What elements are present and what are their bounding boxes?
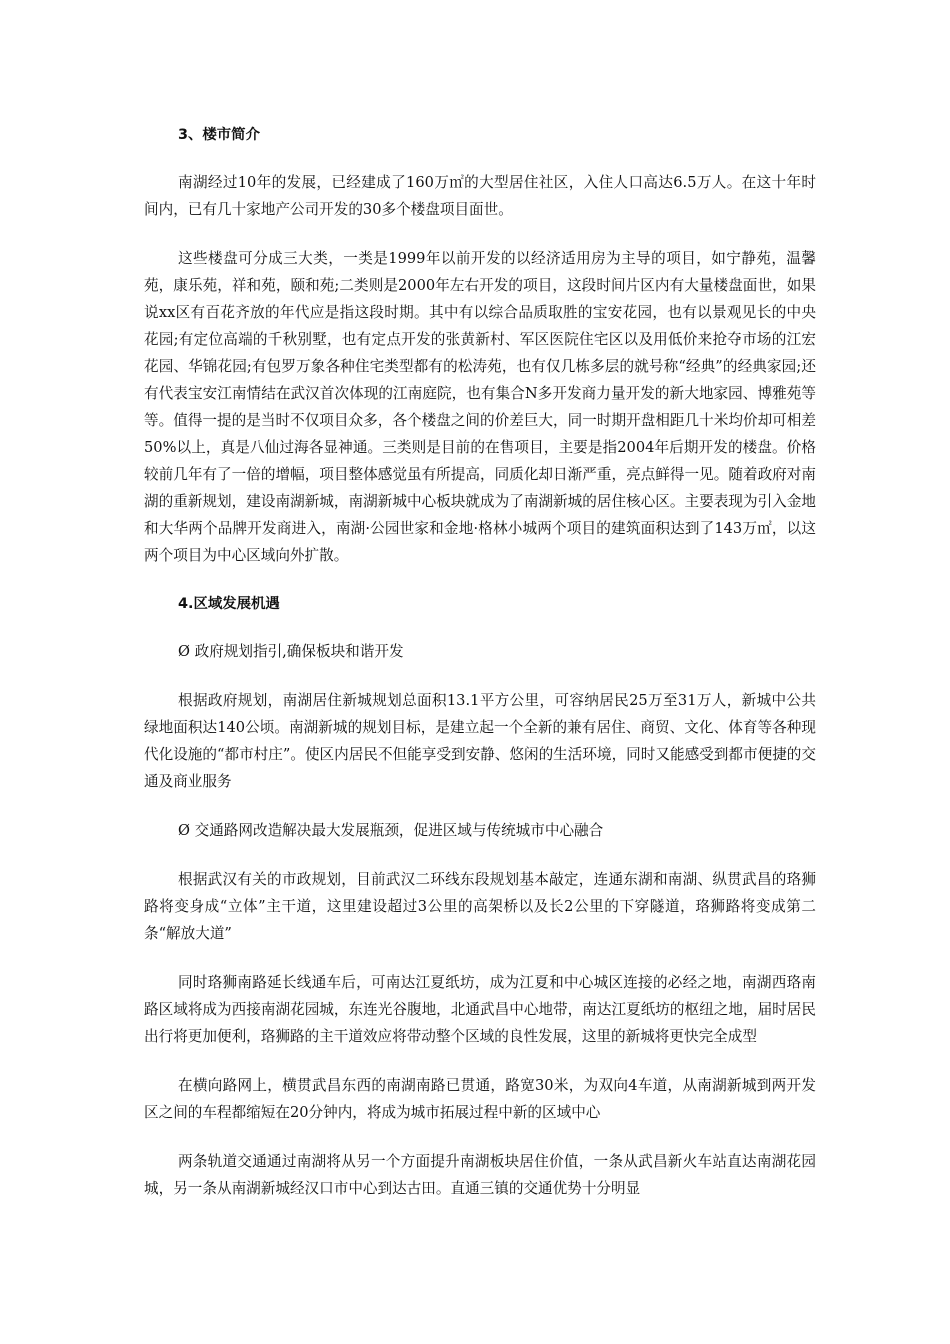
- section-4-heading: 4.区域发展机遇: [178, 596, 280, 612]
- section-4-paragraph-5: 两条轨道交通通过南湖将从另一个方面提升南湖板块居住价值，一条从武昌新火车站直达南湖花园城，另一条从南湖新城经汉口市中心到达古田。直通三镇的交通优势十分明显: [144, 1153, 816, 1197]
- section-4-paragraph-4: 在横向路网上，横贯武昌东西的南湖南路已贯通，路宽30米，为双向4车道，从南湖新城到两开发区之间的车程都缩短在20分钟内，将成为城市拓展过程中新的区域中心: [144, 1077, 816, 1121]
- section-4-paragraph-1: 根据政府规划，南湖居住新城规划总面积13.1平方公里，可容纳居民25万至31万人，新城中公共绿地面积达140公顷。南湖新城的规划目标，是建立起一个全新的兼有居住、商贸、文化、体育等各种现代化设施的“都市村庄”。使区内居民不但能享受到安静、悠闲的生活环境，同时又能感受到都市便捷的交通及商业服务: [144, 692, 816, 790]
- section-4-bullet-1: Ø 政府规划指引,确保板块和谐开发: [178, 643, 404, 660]
- section-3-paragraph-1: 南湖经过10年的发展，已经建成了160万㎡的大型居住社区，入住人口高达6.5万人。在这十年时间内，已有几十家地产公司开发的30多个楼盘项目面世。: [144, 174, 816, 218]
- document-page: [144, 110, 816, 1224]
- section-4-paragraph-3: 同时珞狮南路延长线通车后，可南达江夏纸坊，成为江夏和中心城区连接的必经之地，南湖西珞南路区域将成为西接南湖花园城，东连光谷腹地，北通武昌中心地带，南达江夏纸坊的枢纽之地，届时居民出行将更加便利，珞狮路的主干道效应将带动整个区域的良性发展，这里的新城将更快完全成型: [144, 974, 816, 1045]
- section-3-heading: 3、楼市简介: [178, 127, 260, 143]
- section-4-bullet-2: Ø 交通路网改造解决最大发展瓶颈，促进区域与传统城市中心融合: [178, 822, 604, 839]
- section-4-paragraph-2: 根据武汉有关的市政规划，目前武汉二环线东段规划基本敲定，连通东湖和南湖、纵贯武昌的珞狮路将变身成“立体”主干道，这里建设超过3公里的高架桥以及长2公里的下穿隧道，珞狮路将变成第二条“解放大道”: [144, 871, 816, 942]
- section-3-paragraph-2: 这些楼盘可分成三大类，一类是1999年以前开发的以经济适用房为主导的项目，如宁静苑，温馨苑，康乐苑，祥和苑，颐和苑;二类则是2000年左右开发的项目，这段时间片区内有大量楼盘面世，如果说xx区有百花齐放的年代应是指这段时期。其中有以综合品质取胜的宝安花园，也有以景观见长的中央花园;有定位高端的千秋别墅，也有定点开发的张黄新村、军区医院住宅区以及用低价来抢夺市场的江宏花园、华锦花园;有包罗万象各种住宅类型都有的松涛苑，也有仅几栋多层的就号称“经典”的经典家园;还有代表宝安江南情结在武汉首次体现的江南庭院，也有集合N多开发商力量开发的新大地家园、博雅苑等等。值得一提的是当时不仅项目众多，各个楼盘之间的价差巨大，同一时期开盘相距几十米均价却可相差50%以上，真是八仙过海各显神通。三类则是目前的在售项目，主要是指2004年后期开发的楼盘。价格较前几年有了一倍的增幅，项目整体感觉虽有所提高，同质化却日渐严重，亮点鲜得一见。随着政府对南湖的重新规划，建设南湖新城，南湖新城中心板块就成为了南湖新城的居住核心区。主要表现为引入金地和大华两个品牌开发商进入，南湖·公园世家和金地·格林小城两个项目的建筑面积达到了143万㎡，以这两个项目为中心区域向外扩散。: [144, 250, 816, 564]
